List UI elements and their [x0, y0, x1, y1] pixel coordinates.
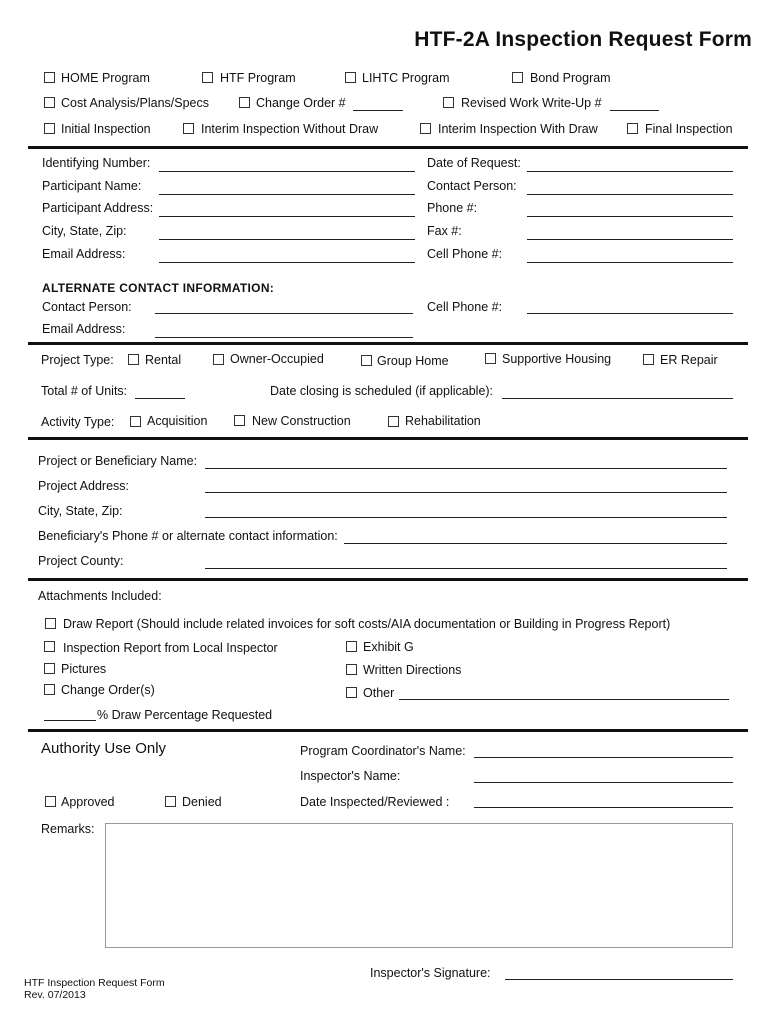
checkbox-er-repair[interactable]: [643, 354, 654, 365]
checkbox-label: Revised Work Write-Up #: [461, 96, 602, 110]
checkbox-label: Approved: [61, 795, 115, 809]
checkbox-denied[interactable]: [165, 796, 176, 807]
inspector-signature-field[interactable]: [505, 979, 733, 980]
section-divider: [28, 729, 748, 732]
remarks-textarea[interactable]: [105, 823, 733, 948]
email-label: Email Address:: [42, 247, 126, 261]
checkbox-bond-program[interactable]: [512, 72, 523, 83]
beneficiary-city-label: City, State, Zip:: [38, 504, 123, 518]
checkbox-final-inspection[interactable]: [627, 123, 638, 134]
alternate-contact-heading: ALTERNATE CONTACT INFORMATION:: [42, 281, 275, 295]
checkbox-draw-report[interactable]: [45, 618, 56, 629]
fax-label: Fax #:: [427, 224, 462, 238]
checkbox-label: Inspection Report from Local Inspector: [63, 641, 278, 655]
checkbox-label: HTF Program: [220, 71, 296, 85]
checkbox-lihtc-program[interactable]: [345, 72, 356, 83]
draw-percentage-field[interactable]: [44, 720, 96, 721]
remarks-label: Remarks:: [41, 822, 95, 836]
identifying-number-label: Identifying Number:: [42, 156, 151, 170]
checkbox-label: HOME Program: [61, 71, 150, 85]
total-units-field[interactable]: [135, 398, 185, 399]
checkbox-label: Acquisition: [147, 414, 208, 428]
alt-contact-person-field[interactable]: [155, 313, 413, 314]
checkbox-new-construction[interactable]: [234, 415, 245, 426]
checkbox-pictures[interactable]: [44, 663, 55, 674]
beneficiary-city-field[interactable]: [205, 517, 727, 518]
footer-form-name: HTF Inspection Request Form: [24, 977, 165, 989]
participant-name-field[interactable]: [159, 194, 415, 195]
checkbox-label: Exhibit G: [363, 640, 414, 654]
checkbox-initial-inspection[interactable]: [44, 123, 55, 134]
checkbox-label: Other: [363, 686, 395, 700]
checkbox-label: Supportive Housing: [502, 352, 612, 366]
alt-email-field[interactable]: [155, 337, 413, 338]
checkbox-htf-program[interactable]: [202, 72, 213, 83]
beneficiary-name-field[interactable]: [205, 468, 727, 469]
checkbox-inspection-report[interactable]: [44, 641, 55, 652]
section-divider: [28, 342, 748, 345]
city-state-zip-field[interactable]: [159, 239, 415, 240]
revised-work-number-field[interactable]: [610, 110, 659, 111]
checkbox-revised-work-writeup[interactable]: [443, 97, 454, 108]
program-coordinator-field[interactable]: [474, 757, 733, 758]
date-of-request-field[interactable]: [527, 171, 733, 172]
date-inspected-field[interactable]: [474, 807, 733, 808]
section-divider: [28, 578, 748, 581]
checkbox-other[interactable]: [346, 687, 357, 698]
date-inspected-label: Date Inspected/Reviewed :: [300, 795, 450, 809]
change-order-number-field[interactable]: [353, 110, 403, 111]
contact-person-label: Contact Person:: [427, 179, 517, 193]
program-coordinator-label: Program Coordinator's Name:: [300, 744, 466, 758]
draw-percentage-label: % Draw Percentage Requested: [97, 708, 273, 722]
participant-address-field[interactable]: [159, 216, 415, 217]
inspector-signature-label: Inspector's Signature:: [370, 966, 491, 980]
checkbox-cost-analysis[interactable]: [44, 97, 55, 108]
fax-field[interactable]: [527, 239, 733, 240]
authority-heading: Authority Use Only: [41, 740, 167, 757]
checkbox-change-order[interactable]: [239, 97, 250, 108]
checkbox-label: Denied: [182, 795, 222, 809]
checkbox-change-orders[interactable]: [44, 684, 55, 695]
checkbox-label: Rehabilitation: [405, 414, 481, 428]
checkbox-approved[interactable]: [45, 796, 56, 807]
checkbox-label: Written Directions: [363, 663, 462, 677]
alt-contact-person-label: Contact Person:: [42, 300, 132, 314]
checkbox-label: Interim Inspection Without Draw: [201, 122, 379, 136]
checkbox-written-directions[interactable]: [346, 664, 357, 675]
project-address-label: Project Address:: [38, 479, 130, 493]
checkbox-label: Rental: [145, 353, 182, 367]
other-field[interactable]: [399, 699, 729, 700]
checkbox-supportive-housing[interactable]: [485, 353, 496, 364]
project-county-field[interactable]: [205, 568, 727, 569]
identifying-number-field[interactable]: [159, 171, 415, 172]
date-of-request-label: Date of Request:: [427, 156, 521, 170]
checkbox-label: ER Repair: [660, 353, 718, 367]
checkbox-label: Final Inspection: [645, 122, 733, 136]
cell-phone-field[interactable]: [527, 262, 733, 263]
checkbox-group-home[interactable]: [361, 355, 372, 366]
inspector-name-label: Inspector's Name:: [300, 769, 401, 783]
checkbox-label: Change Order(s): [61, 683, 155, 697]
checkbox-home-program[interactable]: [44, 72, 55, 83]
participant-address-label: Participant Address:: [42, 201, 154, 215]
date-closing-label: Date closing is scheduled (if applicable):: [270, 384, 494, 398]
checkbox-label: Bond Program: [530, 71, 611, 85]
checkbox-label: Pictures: [61, 662, 107, 676]
contact-person-field[interactable]: [527, 194, 733, 195]
checkbox-exhibit-g[interactable]: [346, 641, 357, 652]
checkbox-owner-occupied[interactable]: [213, 354, 224, 365]
section-divider: [28, 437, 748, 440]
phone-label: Phone #:: [427, 201, 478, 215]
checkbox-label: New Construction: [252, 414, 351, 428]
email-field[interactable]: [159, 262, 415, 263]
checkbox-interim-with-draw[interactable]: [420, 123, 431, 134]
checkbox-label: Change Order #: [256, 96, 346, 110]
checkbox-label: Group Home: [377, 354, 449, 368]
alt-cell-phone-field[interactable]: [527, 313, 733, 314]
cell-phone-label: Cell Phone #:: [427, 247, 503, 261]
checkbox-acquisition[interactable]: [130, 416, 141, 427]
project-county-label: Project County:: [38, 554, 124, 568]
form-title: HTF-2A Inspection Request Form: [414, 28, 752, 51]
alt-email-label: Email Address:: [42, 322, 126, 336]
beneficiary-phone-field[interactable]: [344, 543, 727, 544]
project-type-label: Project Type:: [41, 353, 114, 367]
checkbox-label: Draw Report (Should include related invoices for soft costs/AIA documentation or Building in Progress Report): [63, 617, 671, 631]
phone-field[interactable]: [527, 216, 733, 217]
attachments-label: Attachments Included:: [38, 589, 162, 603]
checkbox-label: Cost Analysis/Plans/Specs: [61, 96, 209, 110]
beneficiary-phone-label: Beneficiary's Phone # or alternate contact information:: [38, 529, 338, 543]
checkbox-label: Interim Inspection With Draw: [438, 122, 598, 136]
section-divider: [28, 146, 748, 149]
project-address-field[interactable]: [205, 492, 727, 493]
total-units-label: Total # of Units:: [41, 384, 128, 398]
checkbox-interim-without-draw[interactable]: [183, 123, 194, 134]
beneficiary-name-label: Project or Beneficiary Name:: [38, 454, 198, 468]
participant-name-label: Participant Name:: [42, 179, 142, 193]
checkbox-label: Owner-Occupied: [230, 352, 324, 366]
city-state-zip-label: City, State, Zip:: [42, 224, 127, 238]
checkbox-rehabilitation[interactable]: [388, 416, 399, 427]
inspector-name-field[interactable]: [474, 782, 733, 783]
date-closing-field[interactable]: [502, 398, 733, 399]
alt-cell-phone-label: Cell Phone #:: [427, 300, 503, 314]
checkbox-rental[interactable]: [128, 354, 139, 365]
checkbox-label: Initial Inspection: [61, 122, 151, 136]
activity-type-label: Activity Type:: [41, 415, 115, 429]
checkbox-label: LIHTC Program: [362, 71, 450, 85]
footer-revision: Rev. 07/2013: [24, 989, 86, 1001]
